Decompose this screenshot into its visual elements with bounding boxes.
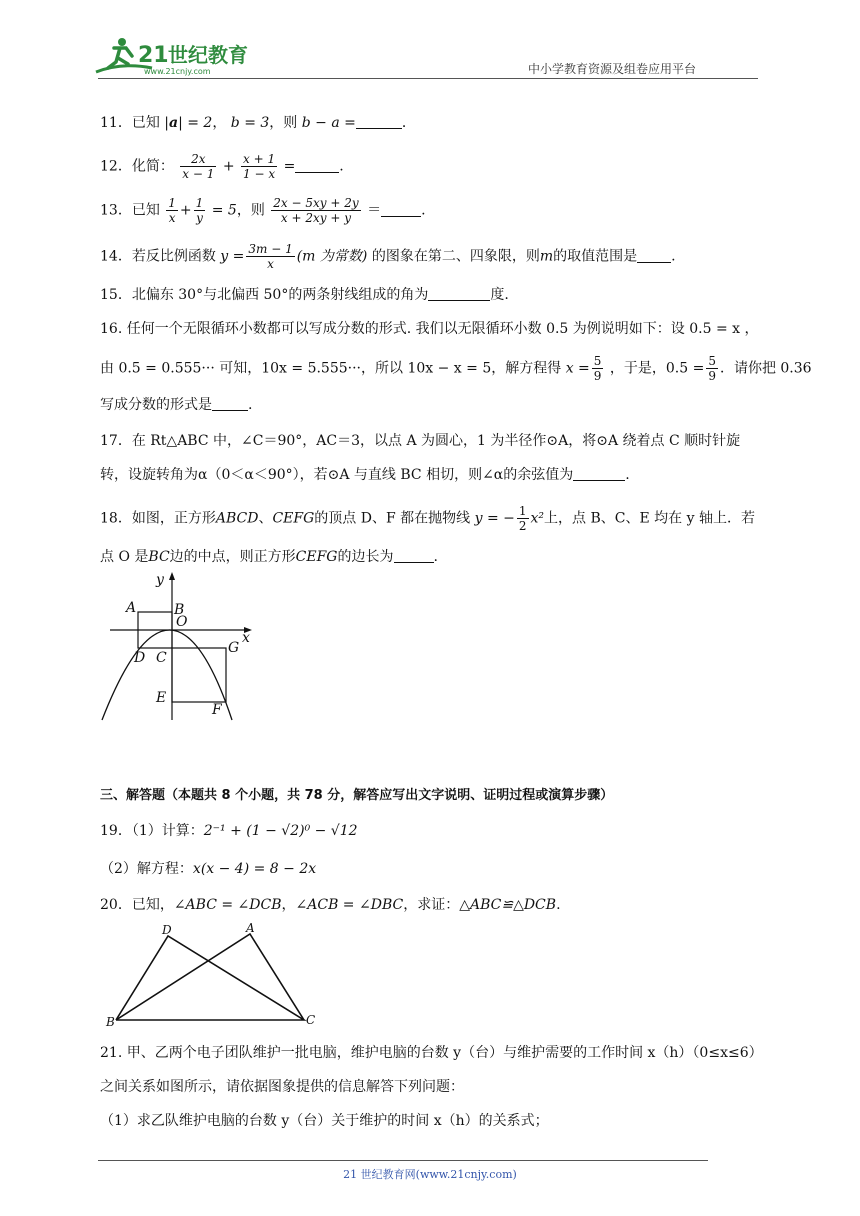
question-16-line-2: 由 0.5 = 0.555··· 可知，10x = 5.555···，所以 10x − x = 5，解方程得 x = $\frac{5}{9}$ ，于是，0.5 = $\frac{5}{9}$ ．请你把 0.36 <box>100 354 812 383</box>
question-21-line-1: 21. 甲、乙两个电子团队维护一批电脑，维护电脑的台数 y（台）与维护需要的工作时间 x（h）（0≤x≤6） <box>100 1045 763 1061</box>
footer-text: 21 世纪教育网(www.21cnjy.com) <box>343 1168 517 1181</box>
question-18-line-2: 点 O 是BC边的中点，则正方形CEFG的边长为 . <box>100 549 438 565</box>
question-13: 13．已知 $\frac{1}{x}$ + $\frac{1}{y}$ = 5，则 $\frac{2x - 5xy + 2y}{x + 2xy + y}$ ＝ . <box>100 196 426 225</box>
label-B: B <box>106 1015 115 1029</box>
question-14: 14．若反比例函数 y = $\frac{3m - 1}{x}$ (m 为常数) 的图象在第二、四象限，则m的取值范围是 . <box>100 242 676 271</box>
logo-url: www.21cnjy.com <box>144 67 211 76</box>
question-16-line-1: 16. 任何一个无限循环小数都可以写成分数的形式. 我们以无限循环小数 0.5 为例说明如下：设 0.5 = x ， <box>100 321 759 337</box>
label-G: G <box>228 640 240 656</box>
figure-18-parabola <box>98 570 258 725</box>
answer-blank <box>295 158 339 173</box>
logo-text: 世纪教育 <box>168 43 248 67</box>
label-C: C <box>156 650 167 666</box>
answer-blank <box>356 114 402 129</box>
question-21-line-2: 之间关系如图所示，请依据图象提供的信息解答下列问题： <box>100 1079 464 1095</box>
question-11: 11．已知 |a| = 2， b = 3，则 b − a = ． <box>100 115 416 131</box>
label-O: O <box>176 614 188 630</box>
answer-blank <box>573 466 625 481</box>
label-y: y <box>156 572 164 588</box>
label-C: C <box>306 1013 316 1027</box>
question-19-part-2: （2）解方程：x(x − 4) = 8 − 2x <box>100 861 317 877</box>
label-E: E <box>156 690 167 706</box>
logo-number: 21 <box>138 43 169 68</box>
question-12: 12．化简： $\frac{2x}{x - 1}$ + $\frac{x + 1}{1 - x}$ = . <box>100 152 344 181</box>
question-16-line-3: 写成分数的形式是 . <box>100 397 253 413</box>
label-B: B <box>174 602 185 618</box>
label-A: A <box>126 600 137 616</box>
label-D: D <box>134 650 146 666</box>
label-D: D <box>162 923 172 937</box>
platform-name: 中小学教育资源及组卷应用平台 <box>528 62 697 76</box>
question-19-part-1: 19．（1）计算：2⁻¹ + (1 − √2)⁰ − √12 <box>100 823 358 839</box>
footer-divider <box>98 1160 708 1161</box>
answer-blank <box>394 548 434 563</box>
header-divider <box>98 78 758 79</box>
answer-blank <box>381 202 421 217</box>
site-logo <box>92 34 262 78</box>
figure-20-triangles <box>104 920 324 1032</box>
answer-blank <box>637 248 671 263</box>
label-F: F <box>212 702 222 718</box>
question-17-line-2: 转，设旋转角为α（0＜α＜90°），若⊙A 与直线 BC 相切，则∠α的余弦值为 . <box>100 467 630 483</box>
label-x: x <box>242 630 250 646</box>
answer-blank <box>212 396 248 411</box>
section-3-heading: 三、解答题（本题共 8 个小题，共 78 分，解答应写出文字说明、证明过程或演算步骤） <box>100 788 614 803</box>
answer-blank <box>428 286 490 301</box>
question-15: 15．北偏东 30°与北偏西 50°的两条射线组成的角为 度. <box>100 287 509 303</box>
question-21-line-3: （1）求乙队维护电脑的台数 y（台）关于维护的时间 x（h）的关系式； <box>100 1113 549 1129</box>
question-18-line-1: 18．如图，正方形ABCD、CEFG的顶点 D、F 都在抛物线 y = − $\frac{1}{2}$ x²上，点 B、C、E 均在 y 轴上．若 <box>100 504 755 533</box>
question-17-line-1: 17．在 Rt△ABC 中，∠C＝90°，AC＝3，以点 A 为圆心，1 为半径作⊙A，将⊙A 绕着点 C 顺时针旋 <box>100 433 741 449</box>
label-A: A <box>246 921 255 935</box>
question-20: 20．已知，∠ABC = ∠DCB，∠ACB = ∠DBC，求证：△ABC≌△DCB. <box>100 897 561 913</box>
